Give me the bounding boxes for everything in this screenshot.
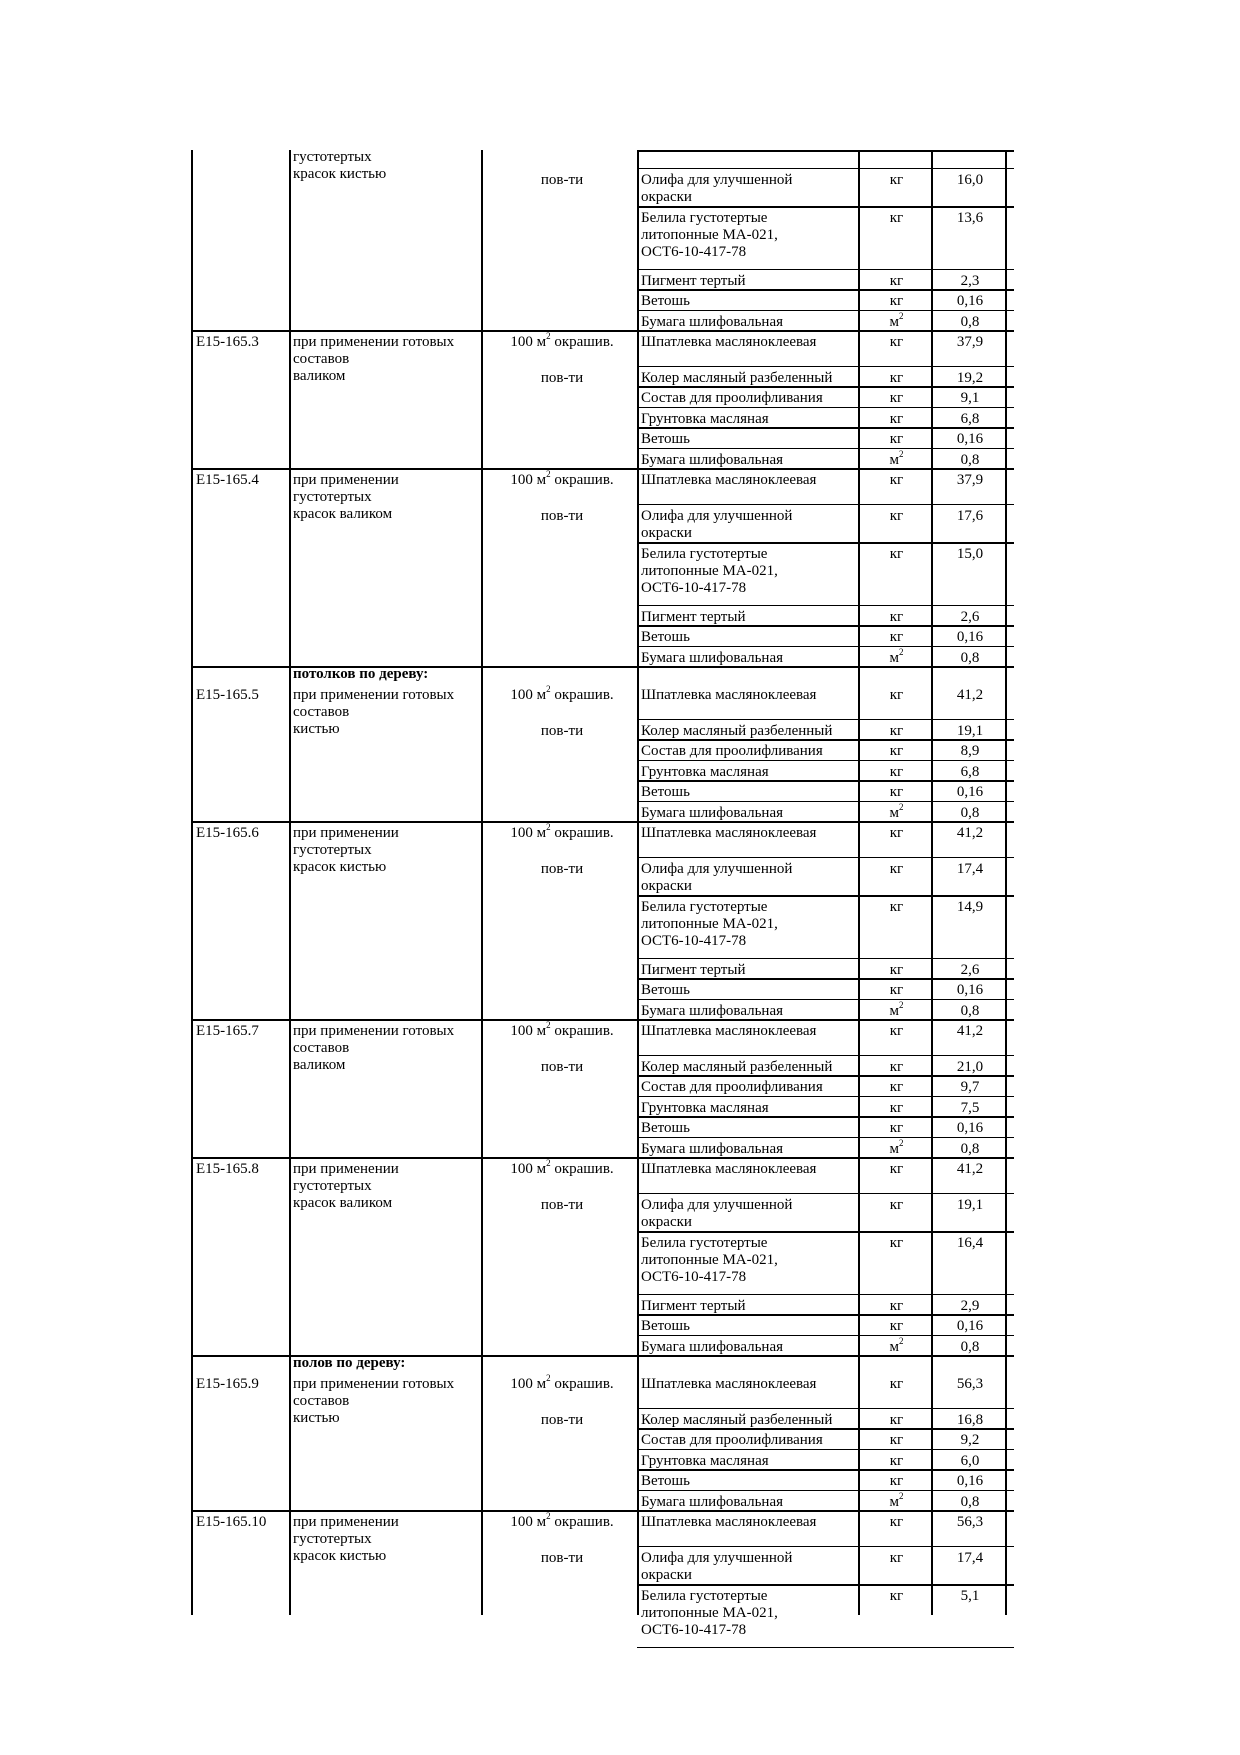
row-divider (191, 1510, 637, 1512)
material-unit: кг (889, 1099, 904, 1116)
material-unit: кг (889, 1588, 904, 1604)
row-divider (637, 1294, 1014, 1296)
measurement-unit: 100 $м^2$ окрашив. (510, 822, 614, 841)
measurement-unit: 100 $м^2$ окрашив. (510, 1158, 614, 1177)
material-quantity: 5,1 (960, 1588, 980, 1604)
norm-description: составов (293, 1393, 350, 1409)
material-name: окраски (641, 188, 692, 205)
material-name: Бумага шлифовальная (641, 804, 784, 821)
material-quantity: 0,16 (956, 982, 984, 998)
norm-code: Е15-165.7 (196, 1023, 259, 1039)
material-unit: кг (889, 722, 904, 739)
material-name: литопонные МА-021, (641, 563, 778, 579)
row-divider (637, 719, 1014, 721)
row-divider (191, 1157, 637, 1159)
material-quantity: 2,9 (960, 1297, 980, 1314)
material-name: Бумага шлифовальная (641, 1002, 784, 1019)
norm-description: густотертых (293, 1178, 372, 1194)
material-quantity: 56,3 (956, 1514, 984, 1530)
material-quantity: 7,5 (960, 1099, 980, 1116)
row-divider (637, 206, 1014, 208)
material-name: Ветошь (641, 293, 690, 309)
material-quantity: 6,8 (960, 410, 980, 427)
row-divider (637, 269, 1014, 271)
material-name: Колер масляный разбеленный (641, 1411, 833, 1428)
material-quantity: 14,9 (956, 899, 984, 915)
measurement-unit-line2: пов-ти (540, 1196, 584, 1213)
material-quantity: 2,3 (960, 272, 980, 289)
norm-code: Е15-165.4 (196, 472, 259, 488)
material-quantity: 19,1 (956, 1196, 984, 1213)
material-unit: $м^2$ (889, 448, 904, 468)
norm-description: при применении готовых (293, 687, 455, 703)
material-name: ОСТ6-10-417-78 (641, 1622, 747, 1638)
material-name: Олифа для улучшенной (641, 860, 793, 877)
material-name: ОСТ6-10-417-78 (641, 933, 747, 949)
norm-code: Е15-165.8 (196, 1161, 259, 1177)
norm-description: составов (293, 704, 350, 720)
material-unit: кг (889, 982, 904, 998)
measurement-unit: 100 $м^2$ окрашив. (510, 331, 614, 350)
material-name: Белила густотертые (641, 899, 768, 915)
material-name: Шпатлевка масляноклеевая (641, 687, 817, 703)
material-unit: кг (889, 784, 904, 800)
material-unit: кг (889, 1196, 904, 1213)
material-unit: кг (889, 1235, 904, 1251)
material-unit: кг (889, 763, 904, 780)
material-unit: кг (889, 369, 904, 386)
material-name: Ветошь (641, 629, 690, 645)
material-name: Ветошь (641, 431, 690, 447)
material-name: Шпатлевка масляноклеевая (641, 472, 817, 488)
row-divider (637, 895, 1014, 897)
row-divider (637, 1647, 1014, 1649)
material-quantity: 0,16 (956, 784, 984, 800)
row-divider (637, 857, 1014, 859)
material-unit: $м^2$ (889, 801, 904, 821)
material-name: окраски (641, 524, 692, 541)
norm-description: составов (293, 351, 350, 367)
measurement-unit-line2: пов-ти (540, 1058, 584, 1075)
material-name: литопонные МА-021, (641, 916, 778, 932)
material-unit: кг (889, 860, 904, 877)
material-quantity: 8,9 (960, 743, 980, 759)
norm-description: густотертых (293, 1531, 372, 1547)
row-divider (637, 1408, 1014, 1410)
measurement-unit: 100 $м^2$ окрашив. (510, 1020, 614, 1039)
material-name: Грунтовка масляная (641, 1452, 769, 1469)
material-unit: кг (889, 1161, 904, 1177)
material-unit: $м^2$ (889, 646, 904, 666)
material-unit: кг (889, 390, 904, 406)
material-name: окраски (641, 1566, 692, 1583)
material-unit: кг (889, 1023, 904, 1039)
material-quantity: 41,2 (956, 687, 984, 703)
norm-description: красок кистью (293, 859, 387, 875)
code-column-divider (289, 150, 291, 1615)
material-quantity: 41,2 (956, 1023, 984, 1039)
norm-description: при применении готовых (293, 1023, 455, 1039)
norm-description: валиком (293, 368, 346, 384)
norm-description: кистью (293, 1410, 340, 1426)
material-name: Пигмент тертый (641, 608, 746, 625)
material-name: Ветошь (641, 1318, 690, 1334)
material-name: литопонные МА-021, (641, 227, 778, 243)
material-name: Бумага шлифовальная (641, 1338, 784, 1355)
norm-code: Е15-165.9 (196, 1376, 259, 1392)
material-name: Шпатлевка масляноклеевая (641, 825, 817, 841)
material-unit: кг (889, 1058, 904, 1075)
measurement-unit-line2: пов-ти (540, 171, 584, 188)
material-unit: кг (889, 1079, 904, 1095)
measurement-unit-line2: пов-ти (540, 369, 584, 386)
material-name: Грунтовка масляная (641, 763, 769, 780)
row-divider (637, 1584, 1014, 1586)
material-name: Бумага шлифовальная (641, 649, 784, 666)
material-unit: $м^2$ (889, 999, 904, 1019)
material-quantity: 9,2 (960, 1432, 980, 1448)
material-name: Состав для проолифливания (641, 1079, 823, 1095)
material-name: Ветошь (641, 982, 690, 998)
material-name: ОСТ6-10-417-78 (641, 580, 747, 596)
material-unit: кг (889, 431, 904, 447)
section-heading: полов по дереву: (293, 1355, 406, 1371)
material-quantity: 0,16 (956, 293, 984, 309)
material-quantity: 16,8 (956, 1411, 984, 1428)
material-quantity: 9,1 (960, 390, 980, 406)
material-unit: кг (889, 825, 904, 841)
norm-code: Е15-165.5 (196, 687, 259, 703)
material-name: Бумага шлифовальная (641, 1493, 784, 1510)
material-unit: кг (889, 1473, 904, 1489)
material-unit: кг (889, 472, 904, 488)
material-unit: кг (889, 899, 904, 915)
material-quantity: 17,4 (956, 1549, 984, 1566)
norm-description: при применении (293, 1161, 399, 1177)
row-divider (637, 1055, 1014, 1057)
norm-description: густотертых (293, 489, 372, 505)
material-unit: кг (889, 507, 904, 524)
material-unit: кг (889, 272, 904, 289)
material-quantity: 0,8 (960, 1338, 980, 1355)
norm-description: красок кистью (293, 1548, 387, 1564)
measurement-unit-line2: пов-ти (540, 1411, 584, 1428)
measurement-unit: 100 $м^2$ окрашив. (510, 1373, 614, 1392)
row-divider (637, 366, 1014, 368)
material-unit: кг (889, 608, 904, 625)
material-name: ОСТ6-10-417-78 (641, 244, 747, 260)
material-name: Грунтовка масляная (641, 1099, 769, 1116)
row-divider (191, 1019, 637, 1021)
material-quantity: 41,2 (956, 825, 984, 841)
row-divider (637, 605, 1014, 607)
material-unit: кг (889, 293, 904, 309)
material-unit: кг (889, 1432, 904, 1448)
material-unit: кг (889, 1376, 904, 1392)
material-name: Бумага шлифовальная (641, 1140, 784, 1157)
material-quantity: 17,6 (956, 507, 984, 524)
measurement-unit-line2: пов-ти (540, 1549, 584, 1566)
material-quantity: 0,8 (960, 1140, 980, 1157)
material-name: окраски (641, 1213, 692, 1230)
norm-description: густотертых (293, 149, 372, 165)
material-name: Олифа для улучшенной (641, 507, 793, 524)
material-quantity: 21,0 (956, 1058, 984, 1075)
material-unit: кг (889, 1514, 904, 1530)
measurement-unit-line2: пов-ти (540, 860, 584, 877)
desc-column-divider (481, 150, 483, 1615)
norm-code: Е15-165.6 (196, 825, 259, 841)
material-quantity: 56,3 (956, 1376, 984, 1392)
material-name: Ветошь (641, 1120, 690, 1136)
material-name: Белила густотертые (641, 210, 768, 226)
row-divider (637, 504, 1014, 506)
material-name: Белила густотертые (641, 546, 768, 562)
material-name: Ветошь (641, 1473, 690, 1489)
norm-description: красок кистью (293, 166, 387, 182)
material-quantity: 0,8 (960, 649, 980, 666)
material-name: Шпатлевка масляноклеевая (641, 1514, 817, 1530)
material-name: литопонные МА-021, (641, 1605, 778, 1621)
material-unit: кг (889, 1549, 904, 1566)
material-name: Белила густотертые (641, 1235, 768, 1251)
material-quantity: 19,1 (956, 722, 984, 739)
material-name: Шпатлевка масляноклеевая (641, 334, 817, 350)
material-name: Шпатлевка масляноклеевая (641, 1376, 817, 1392)
norm-description: красок валиком (293, 1195, 393, 1211)
material-unit: $м^2$ (889, 1335, 904, 1355)
material-quantity: 0,8 (960, 451, 980, 468)
material-name: Ветошь (641, 784, 690, 800)
material-quantity: 16,4 (956, 1235, 984, 1251)
row-divider (191, 468, 637, 470)
norm-description: при применении (293, 825, 399, 841)
row-divider (637, 542, 1014, 544)
material-quantity: 0,8 (960, 804, 980, 821)
material-unit: $м^2$ (889, 1490, 904, 1510)
norm-description: валиком (293, 1057, 346, 1073)
norms-table (191, 149, 1014, 1638)
material-name: окраски (641, 877, 692, 894)
material-quantity: 0,16 (956, 431, 984, 447)
measurement-unit-line2: пов-ти (540, 507, 584, 524)
material-unit: кг (889, 743, 904, 759)
material-quantity: 13,6 (956, 210, 984, 226)
row-divider (191, 330, 637, 332)
material-quantity: 37,9 (956, 334, 984, 350)
norm-description: при применении готовых (293, 1376, 455, 1392)
material-name: Бумага шлифовальная (641, 451, 784, 468)
row-divider (637, 1231, 1014, 1233)
material-quantity: 6,8 (960, 763, 980, 780)
row-divider (637, 958, 1014, 960)
material-name: Колер масляный разбеленный (641, 1058, 833, 1075)
material-unit: кг (889, 410, 904, 427)
material-unit: кг (889, 546, 904, 562)
material-quantity: 37,9 (956, 472, 984, 488)
material-unit: кг (889, 1411, 904, 1428)
material-quantity: 0,16 (956, 629, 984, 645)
material-name: Пигмент тертый (641, 1297, 746, 1314)
norm-description: кистью (293, 721, 340, 737)
material-name: Шпатлевка масляноклеевая (641, 1023, 817, 1039)
row-divider (191, 1355, 637, 1357)
measurement-unit-line2: пов-ти (540, 722, 584, 739)
measurement-unit: 100 $м^2$ окрашив. (510, 469, 614, 488)
material-name: Колер масляный разбеленный (641, 369, 833, 386)
material-unit: $м^2$ (889, 1137, 904, 1157)
material-quantity: 9,7 (960, 1079, 980, 1095)
material-unit: кг (889, 687, 904, 703)
material-quantity: 0,16 (956, 1318, 984, 1334)
material-name: Состав для проолифливания (641, 743, 823, 759)
material-name: Колер масляный разбеленный (641, 722, 833, 739)
row-divider (637, 150, 1014, 152)
material-quantity: 6,0 (960, 1452, 980, 1469)
material-quantity: 0,16 (956, 1473, 984, 1489)
row-divider (637, 168, 1014, 170)
material-unit: кг (889, 210, 904, 226)
material-name: литопонные МА-021, (641, 1252, 778, 1268)
material-quantity: 16,0 (956, 171, 984, 188)
norm-code: Е15-165.3 (196, 334, 259, 350)
material-unit: кг (889, 1318, 904, 1334)
material-quantity: 19,2 (956, 369, 984, 386)
material-name: Бумага шлифовальная (641, 313, 784, 330)
material-quantity: 0,8 (960, 1002, 980, 1019)
norm-description: при применении (293, 1514, 399, 1530)
material-unit: кг (889, 1452, 904, 1469)
material-name: ОСТ6-10-417-78 (641, 1269, 747, 1285)
material-quantity: 41,2 (956, 1161, 984, 1177)
material-name: Состав для проолифливания (641, 1432, 823, 1448)
material-name: Пигмент тертый (641, 272, 746, 289)
material-name: Грунтовка масляная (641, 410, 769, 427)
measurement-unit: 100 $м^2$ окрашив. (510, 684, 614, 703)
material-name: Белила густотертые (641, 1588, 768, 1604)
material-quantity: 2,6 (960, 608, 980, 625)
section-heading: потолков по дереву: (293, 666, 429, 682)
material-quantity: 17,4 (956, 860, 984, 877)
norm-description: красок валиком (293, 506, 393, 522)
row-divider (637, 1193, 1014, 1195)
norm-description: густотертых (293, 842, 372, 858)
material-name: Состав для проолифливания (641, 390, 823, 406)
material-name: Шпатлевка масляноклеевая (641, 1161, 817, 1177)
material-quantity: 15,0 (956, 546, 984, 562)
material-unit: кг (889, 629, 904, 645)
material-quantity: 0,8 (960, 313, 980, 330)
norm-code: Е15-165.10 (196, 1514, 267, 1530)
material-unit: $м^2$ (889, 310, 904, 330)
material-unit: кг (889, 334, 904, 350)
left-border (191, 150, 193, 1615)
material-unit: кг (889, 1120, 904, 1136)
material-quantity: 2,6 (960, 961, 980, 978)
material-quantity: 0,8 (960, 1493, 980, 1510)
row-divider (637, 1546, 1014, 1548)
norm-description: составов (293, 1040, 350, 1056)
material-name: Олифа для улучшенной (641, 1549, 793, 1566)
material-quantity: 0,16 (956, 1120, 984, 1136)
material-name: Пигмент тертый (641, 961, 746, 978)
material-unit: кг (889, 961, 904, 978)
measurement-unit: 100 $м^2$ окрашив. (510, 1511, 614, 1530)
material-name: Олифа для улучшенной (641, 1196, 793, 1213)
material-unit: кг (889, 171, 904, 188)
norm-description: при применении (293, 472, 399, 488)
material-unit: кг (889, 1297, 904, 1314)
row-divider (191, 821, 637, 823)
norm-description: при применении готовых (293, 334, 455, 350)
material-name: Олифа для улучшенной (641, 171, 793, 188)
